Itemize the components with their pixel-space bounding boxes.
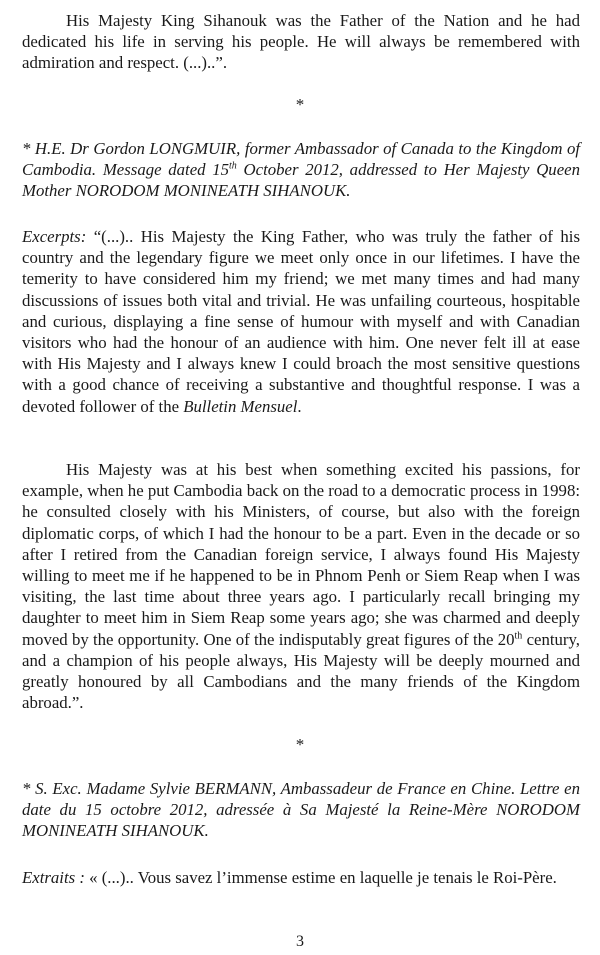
longmuir-heading-sup: th	[229, 160, 237, 172]
section-separator: *	[295, 95, 305, 114]
section-separator: *	[295, 735, 305, 754]
excerpt-2-text-2: century, and a champion of his people always, His Majesty will be deeply mourned and greatly honoured by all Cambodians and the many friends of the Kingdom abroad.”.	[22, 629, 580, 713]
intro-text: His Majesty King Sihanouk was the Father of the Nation and he had dedicated his life in serving his people. He will always be remembered with admiration and respect. (...)..”.	[22, 11, 580, 73]
longmuir-excerpt-2	[22, 459, 580, 713]
longmuir-heading-text-2: October 2012, addressed to Her Majesty Queen Mother NORODOM MONINEATH SIHANOUK.	[22, 160, 580, 201]
longmuir-excerpt-1	[22, 226, 580, 417]
bulletin-mensuel-title: Bulletin Mensuel	[183, 396, 298, 416]
longmuir-heading-text-1: * H.E. Dr Gordon LONGMUIR, former Ambassador of Canada to the Kingdom of Cambodia. Message dated 15	[22, 139, 580, 180]
bermann-excerpt	[22, 867, 580, 888]
page-number: 3	[296, 933, 304, 950]
bermann-heading-text: * S. Exc. Madame Sylvie BERMANN, Ambassadeur de France en Chine. Lettre en date du 15 octobre 2012, adressée à Sa Majesté la Reine-Mère NORODOM MONINEATH SIHANOUK.	[22, 779, 580, 841]
excerpts-label: Excerpts:	[22, 227, 87, 246]
extraits-label: Extraits :	[22, 868, 85, 887]
extraits-text: « (...).. Vous savez l’immense estime en laquelle je tenais le Roi-Père.	[84, 868, 557, 887]
excerpt-1-text: “(...).. His Majesty the King Father, who was truly the father of his country and the legendary figure we meet only once in our lifetimes. I have the temerity to have considered him my friend; we met many times and had many discussions of issues both vital and trivial. He was unfailing courteous, hospitable and curious, displaying a fine sense of humour with myself and with Canadian visitors who had the honour of an audience with him. One never felt ill at ease with His Majesty and I always knew I could broach the most sensitive questions with a good chance of receiving a substantive and thoughtful response. I was a devoted follower of the	[22, 227, 580, 416]
longmuir-heading	[22, 138, 580, 202]
excerpt-2-sup: th	[514, 630, 523, 642]
excerpt-1-end: .	[297, 396, 302, 416]
intro-paragraph	[22, 10, 580, 74]
bermann-heading	[22, 778, 580, 842]
excerpt-2-text-1: His Majesty was at his best when something excited his passions, for example, when he put Cambodia back on the road to a democratic process in 1998: he consulted closely with his Ministers, of course, but also with the foreign diplomatic corps, of which I had the honour to be a part. Even in the decade or so after I retired from the Canadian foreign service, I always found His Majesty willing to meet me if he happened to be in Phnom Penh or Siem Reap when I was visiting, the last time about three years ago. I particularly recall bringing my daughter to meet him in Siem Reap some years ago; she was charmed and deeply moved by the opportunity. One of the indisputably great figures of the 20	[22, 460, 580, 649]
